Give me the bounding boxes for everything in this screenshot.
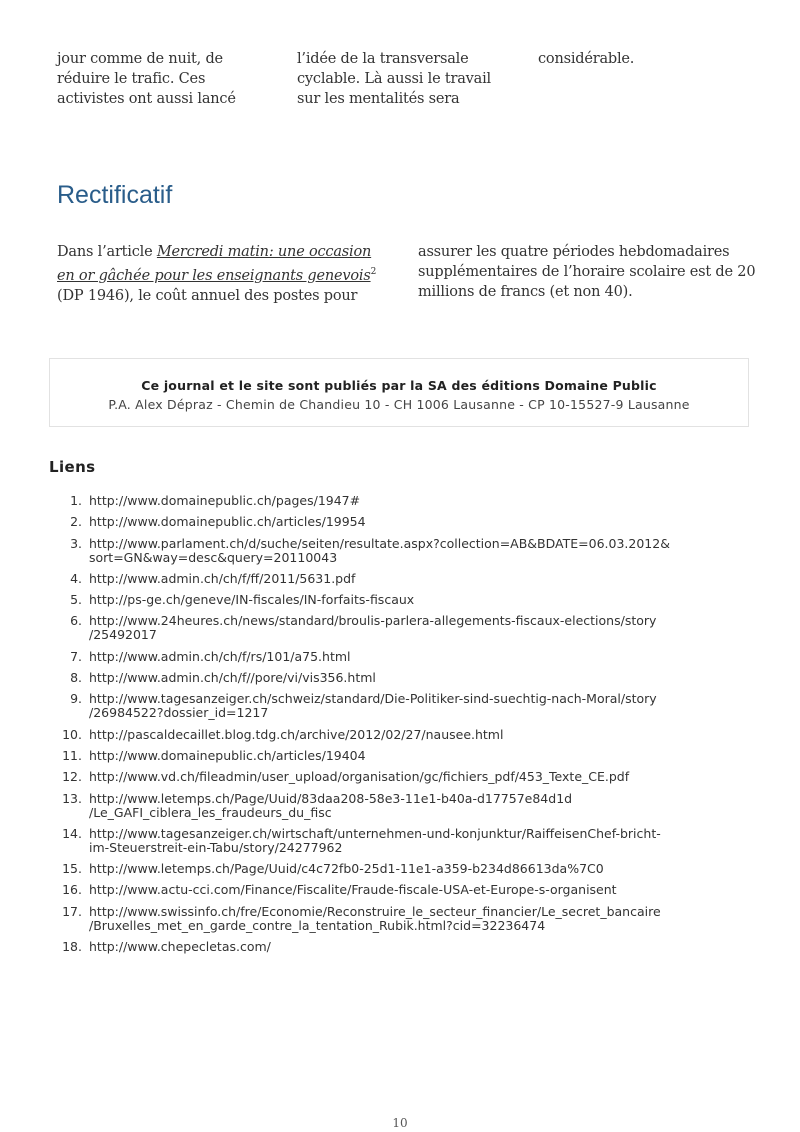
section-title-rectificatif: Rectificatif	[57, 181, 173, 209]
link-number: 13.	[62, 790, 82, 806]
links-heading: Liens	[49, 458, 96, 476]
link-url[interactable]: http://www.letemps.ch/Page/Uuid/83daa208-58e3-11e1-b40a-d17757e84d1d /Le_GAFI_ciblera_les_fraudeurs_du_fisc	[89, 790, 573, 820]
link-url[interactable]: http://www.domainepublic.ch/pages/1947#	[89, 493, 361, 508]
link-number: 10.	[62, 726, 82, 742]
link-url[interactable]: http://www.tagesanzeiger.ch/wirtschaft/unternehmen-und-konjunktur/RaiffeisenChef-bricht- im-Steuerstreit-ein-Tabu/story/24277962	[89, 825, 661, 855]
list-item	[49, 749, 749, 763]
rectificatif-column-1	[57, 242, 387, 306]
link-url[interactable]: http://pascaldecaillet.blog.tdg.ch/archive/2012/02/27/nausee.html	[89, 726, 504, 742]
list-item	[49, 537, 749, 565]
link-url[interactable]: http://www.actu-cci.com/Finance/Fiscalite/Fraude-fiscale-USA-et-Europe-s-organisent	[89, 882, 617, 898]
link-url[interactable]: http://www.domainepublic.ch/articles/19404	[89, 747, 366, 763]
link-number: 3.	[70, 535, 82, 551]
list-item	[49, 940, 749, 954]
link-url[interactable]: http://www.tagesanzeiger.ch/schweiz/standard/Die-Politiker-sind-suechtig-nach-Moral/story /26984522?dossier_id=1217	[89, 691, 657, 721]
link-number: 4.	[70, 570, 82, 586]
list-item	[49, 671, 749, 685]
link-url[interactable]: http://www.chepecletas.com/	[89, 939, 271, 955]
link-url[interactable]: http://www.parlament.ch/d/suche/seiten/resultate.aspx?collection=AB&BDATE=06.03.2012& sort=GN&way=desc&query=20110043	[89, 535, 670, 565]
list-item	[49, 692, 749, 720]
link-number: 18.	[62, 939, 82, 955]
rectificatif-column-2: assurer les quatre périodes hebdomadaires supplémentaires de l’horaire scolaire est de 20 millions de francs (et non 40).	[418, 244, 756, 300]
list-item	[49, 593, 749, 607]
page-number: 10	[392, 1116, 408, 1130]
link-number: 5.	[70, 592, 82, 608]
text-column-1: jour comme de nuit, de réduire le trafic. Ces activistes ont aussi lancé	[57, 51, 236, 107]
link-number: 12.	[62, 769, 82, 785]
list-item	[49, 572, 749, 586]
publisher-address: P.A. Alex Dépraz - Chemin de Chandieu 10 - CH 1006 Lausanne - CP 10-15527-9 Lausanne	[108, 397, 690, 412]
link-number: 9.	[70, 691, 82, 707]
list-item	[49, 792, 749, 820]
link-number: 17.	[62, 903, 82, 919]
link-url[interactable]: http://www.vd.ch/fileadmin/user_upload/organisation/gc/fichiers_pdf/453_Texte_CE.pdf	[89, 769, 630, 785]
list-item	[49, 883, 749, 897]
link-number: 14.	[62, 825, 82, 841]
link-url[interactable]: http://www.admin.ch/ch/f//pore/vi/vis356.html	[89, 670, 376, 686]
rectificatif-intro: Dans l’article	[57, 244, 157, 260]
rectificatif-text: (DP 1946), le coût annuel des postes pour	[57, 287, 358, 304]
link-url[interactable]: http://www.domainepublic.ch/articles/19954	[89, 514, 366, 530]
link-number: 15.	[62, 861, 82, 877]
list-item	[49, 770, 749, 784]
link-url[interactable]: http://www.admin.ch/ch/f/ff/2011/5631.pdf	[89, 570, 356, 586]
link-number: 7.	[70, 648, 82, 664]
article-link[interactable]: Mercredi matin: une occasion en or gâchée pour les enseignants genevois	[57, 244, 372, 284]
link-number: 6.	[70, 613, 82, 629]
link-number: 16.	[62, 882, 82, 898]
list-item	[49, 614, 749, 642]
list-item	[49, 494, 749, 508]
links-list	[49, 494, 749, 961]
text-column-2: l’idée de la transversale cyclable. Là aussi le travail sur les mentalités sera	[297, 51, 491, 107]
list-item	[49, 728, 749, 742]
list-item	[49, 827, 749, 855]
footnote-marker[interactable]: 2	[370, 267, 377, 277]
list-item	[49, 905, 749, 933]
link-url[interactable]: http://www.24heures.ch/news/standard/broulis-parlera-allegements-fiscaux-elections/story /25492017	[89, 613, 657, 643]
text-column-3: considérable.	[538, 51, 635, 67]
list-item	[49, 862, 749, 876]
list-item	[49, 650, 749, 664]
link-number: 8.	[70, 670, 82, 686]
link-url[interactable]: http://www.letemps.ch/Page/Uuid/c4c72fb0-25d1-11e1-a359-b234d86613da%7C0	[89, 861, 604, 877]
publisher-box	[49, 358, 749, 427]
link-number: 11.	[62, 747, 82, 763]
publisher-line: Ce journal et le site sont publiés par la SA des éditions Domaine Public	[141, 378, 657, 393]
link-number: 2.	[70, 514, 82, 530]
list-item	[49, 515, 749, 529]
link-url[interactable]: http://www.admin.ch/ch/f/rs/101/a75.html	[89, 648, 351, 664]
link-url[interactable]: http://www.swissinfo.ch/fre/Economie/Reconstruire_le_secteur_financier/Le_secret_bancaire /Bruxelles_met_en_garde_contre_la_tentation_Rubik.html?cid=32236474	[89, 903, 661, 933]
link-number: 1.	[70, 493, 82, 508]
link-url[interactable]: http://ps-ge.ch/geneve/IN-fiscales/IN-forfaits-fiscaux	[89, 592, 415, 608]
